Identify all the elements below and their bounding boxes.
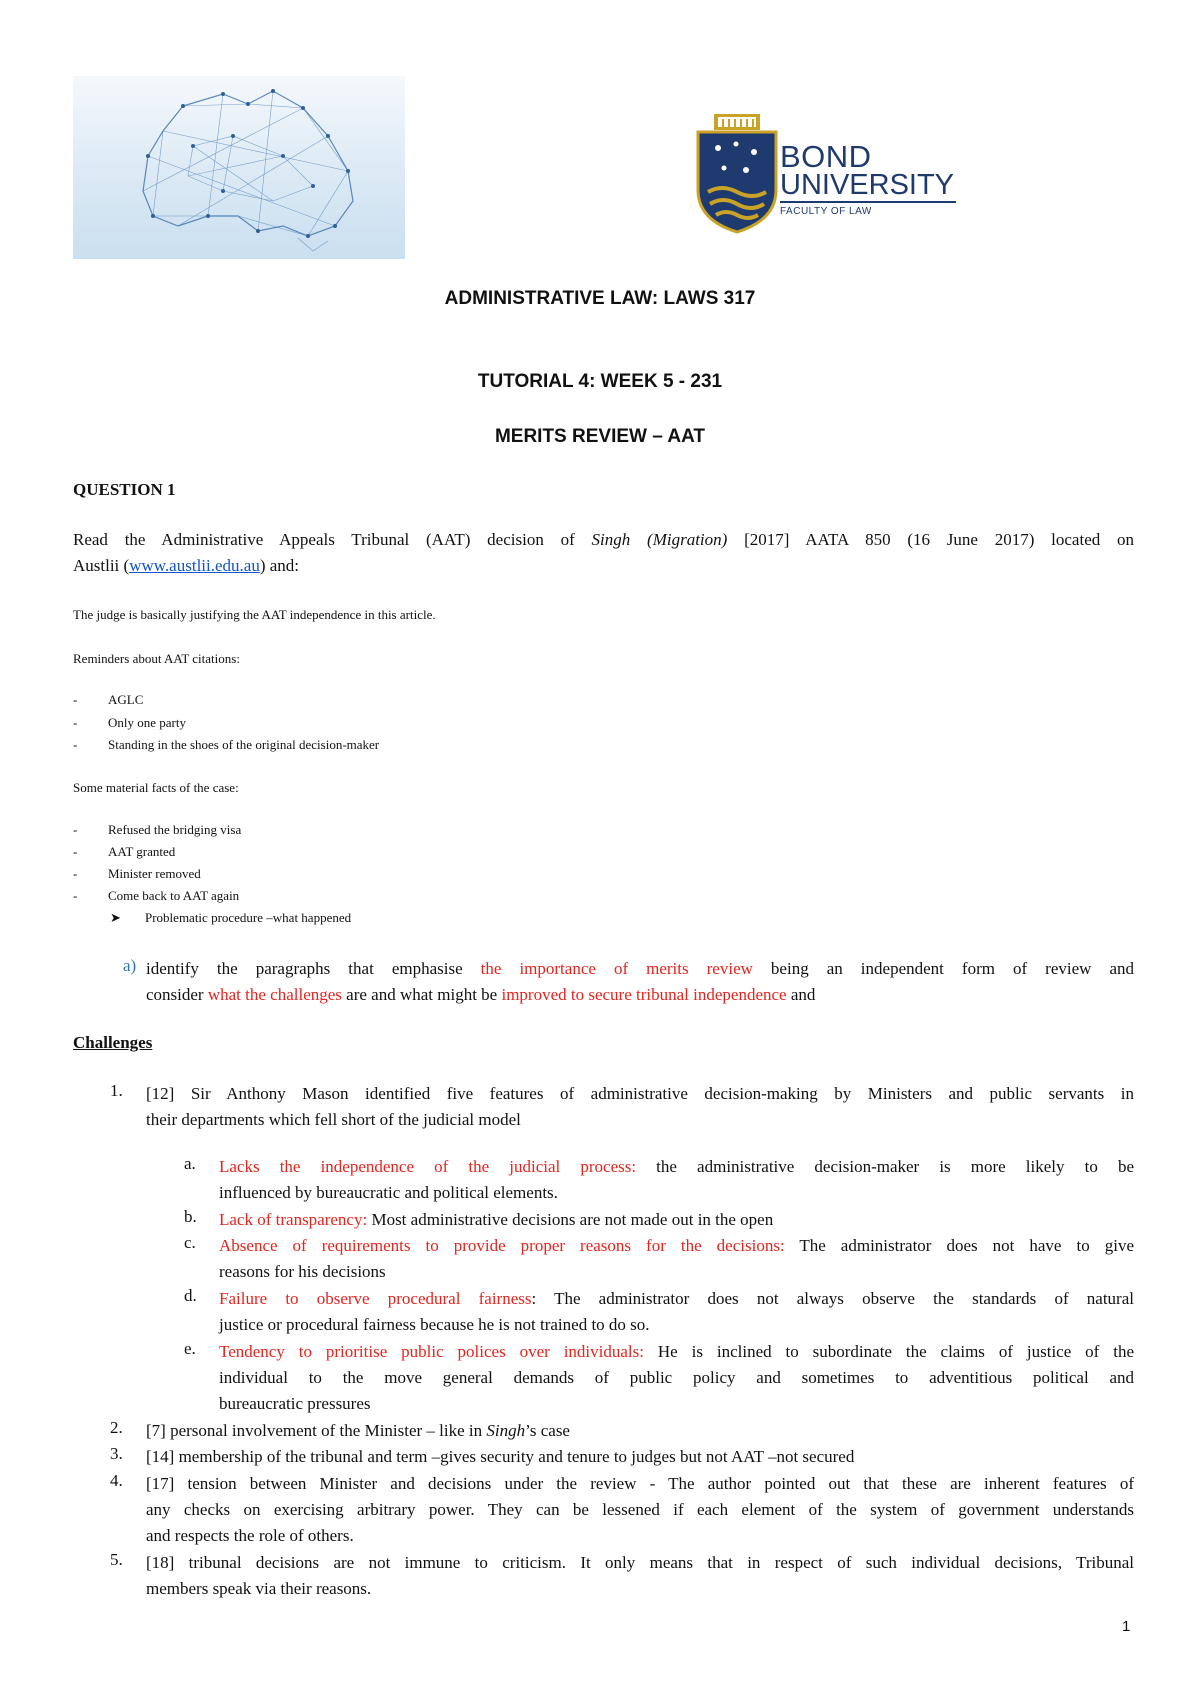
sub-d-line1: Failure to observe procedural fairness: The administrator does not always observe the standards of natural: [219, 1289, 1134, 1308]
sub-c-line2: reasons for his decisions: [219, 1262, 386, 1281]
judge-note: The judge is basically justifying the AAT independence in this article.: [73, 607, 436, 622]
sub-b-line1: Lack of transparency: Most administrative decisions are not made out in the open: [219, 1210, 774, 1229]
list-number: 5.: [110, 1550, 123, 1569]
logo-subtitle: UNIVERSITY: [780, 169, 955, 201]
intro-text-1: Read the Administrative Appeals Tribunal (AAT) decision of: [73, 530, 575, 549]
intro-text-3: Austlii (: [73, 556, 130, 575]
sub-letter: a.: [184, 1154, 196, 1173]
list-number: 3.: [110, 1444, 123, 1463]
australia-map-graphic: [73, 76, 405, 259]
austlii-link[interactable]: www.austlii.edu.au: [129, 556, 260, 575]
topic-title: MERITS REVIEW – AAT: [494, 426, 706, 447]
item2-text: [7] personal involvement of the Minister – like in Singh’s case: [146, 1421, 570, 1440]
item1-line2: their departments which fell short of the judicial model: [146, 1110, 521, 1129]
sub-d-line2: justice or procedural fairness because he is not trained to do so.: [219, 1315, 650, 1334]
reminders-heading: Reminders about AAT citations:: [73, 651, 240, 666]
facts-heading: Some material facts of the case:: [73, 780, 239, 795]
sub-c-line1: Absence of requirements to provide proper reasons for the decisions: The administrator does not have to give: [219, 1236, 1134, 1255]
question-intro-line1: [73, 527, 1134, 553]
logo-faculty: FACULTY OF LAW: [780, 206, 872, 217]
part-a-line1: identify the paragraphs that emphasise the importance of merits review being an independent form of review and: [146, 959, 1134, 978]
item1-line1: [12] Sir Anthony Mason identified five features of administrative decision-making by Ministers and public servants in: [146, 1084, 1134, 1103]
intro-text-4: ) and:: [259, 556, 300, 575]
university-crest-icon: [696, 112, 778, 234]
sub-e-line1: Tendency to prioritise public polices over individuals: He is inclined to subordinate the claims of justice of the: [219, 1342, 1134, 1361]
item4-line3: and respects the role of others.: [146, 1526, 354, 1545]
question-heading: QUESTION 1: [73, 480, 176, 499]
item3-text: [14] membership of the tribunal and term –gives security and tenure to judges but not AAT –not secured: [146, 1447, 855, 1466]
item5-line1: [18] tribunal decisions are not immune to criticism. It only means that in respect of such individual decisions, Tribunal: [146, 1553, 1134, 1572]
sub-e-line3: bureaucratic pressures: [219, 1394, 371, 1413]
logo-title: BOND: [780, 139, 872, 174]
list-number: 4.: [110, 1471, 123, 1490]
item4-line2: any checks on exercising arbitrary power. They can be lessened if each element of the system of government understands: [146, 1500, 1134, 1519]
list-number: 1.: [110, 1081, 123, 1100]
bond-university-logo: [696, 112, 961, 237]
sub-letter: e.: [184, 1339, 196, 1358]
course-title: ADMINISTRATIVE LAW: LAWS 317: [444, 288, 756, 309]
sub-e-line2: individual to the move general demands of public policy and sometimes to adventitious political and: [219, 1368, 1134, 1387]
sub-letter: c.: [184, 1233, 196, 1252]
arrow-bullet-icon: ➤: [110, 910, 121, 925]
sub-a-line1: Lacks the independence of the judicial process: the administrative decision-maker is more likely to be: [219, 1157, 1134, 1176]
challenges-heading: Challenges: [73, 1033, 153, 1052]
logo-divider: [780, 201, 956, 203]
sub-a-line2: influenced by bureaucratic and political elements.: [219, 1183, 558, 1202]
sub-letter: d.: [184, 1286, 197, 1305]
item4-line1: [17] tension between Minister and decisions under the review - The author pointed out that these are inherent features of: [146, 1474, 1134, 1493]
australia-map-icon: [73, 76, 405, 259]
list-number: 2.: [110, 1418, 123, 1437]
case-name: Singh (Migration): [591, 530, 728, 549]
part-a-marker: a): [123, 956, 137, 975]
tutorial-title: TUTORIAL 4: WEEK 5 - 231: [477, 371, 723, 392]
question-intro-line2: [73, 553, 299, 579]
part-a-line2: consider what the challenges are and what might be improved to secure tribunal independence and: [146, 985, 816, 1004]
sub-letter: b.: [184, 1207, 197, 1226]
item5-line2: members speak via their reasons.: [146, 1579, 372, 1598]
intro-text-2: [2017] AATA 850 (16 June 2017) located on: [744, 530, 1135, 549]
page-number: 1: [1122, 1618, 1131, 1635]
